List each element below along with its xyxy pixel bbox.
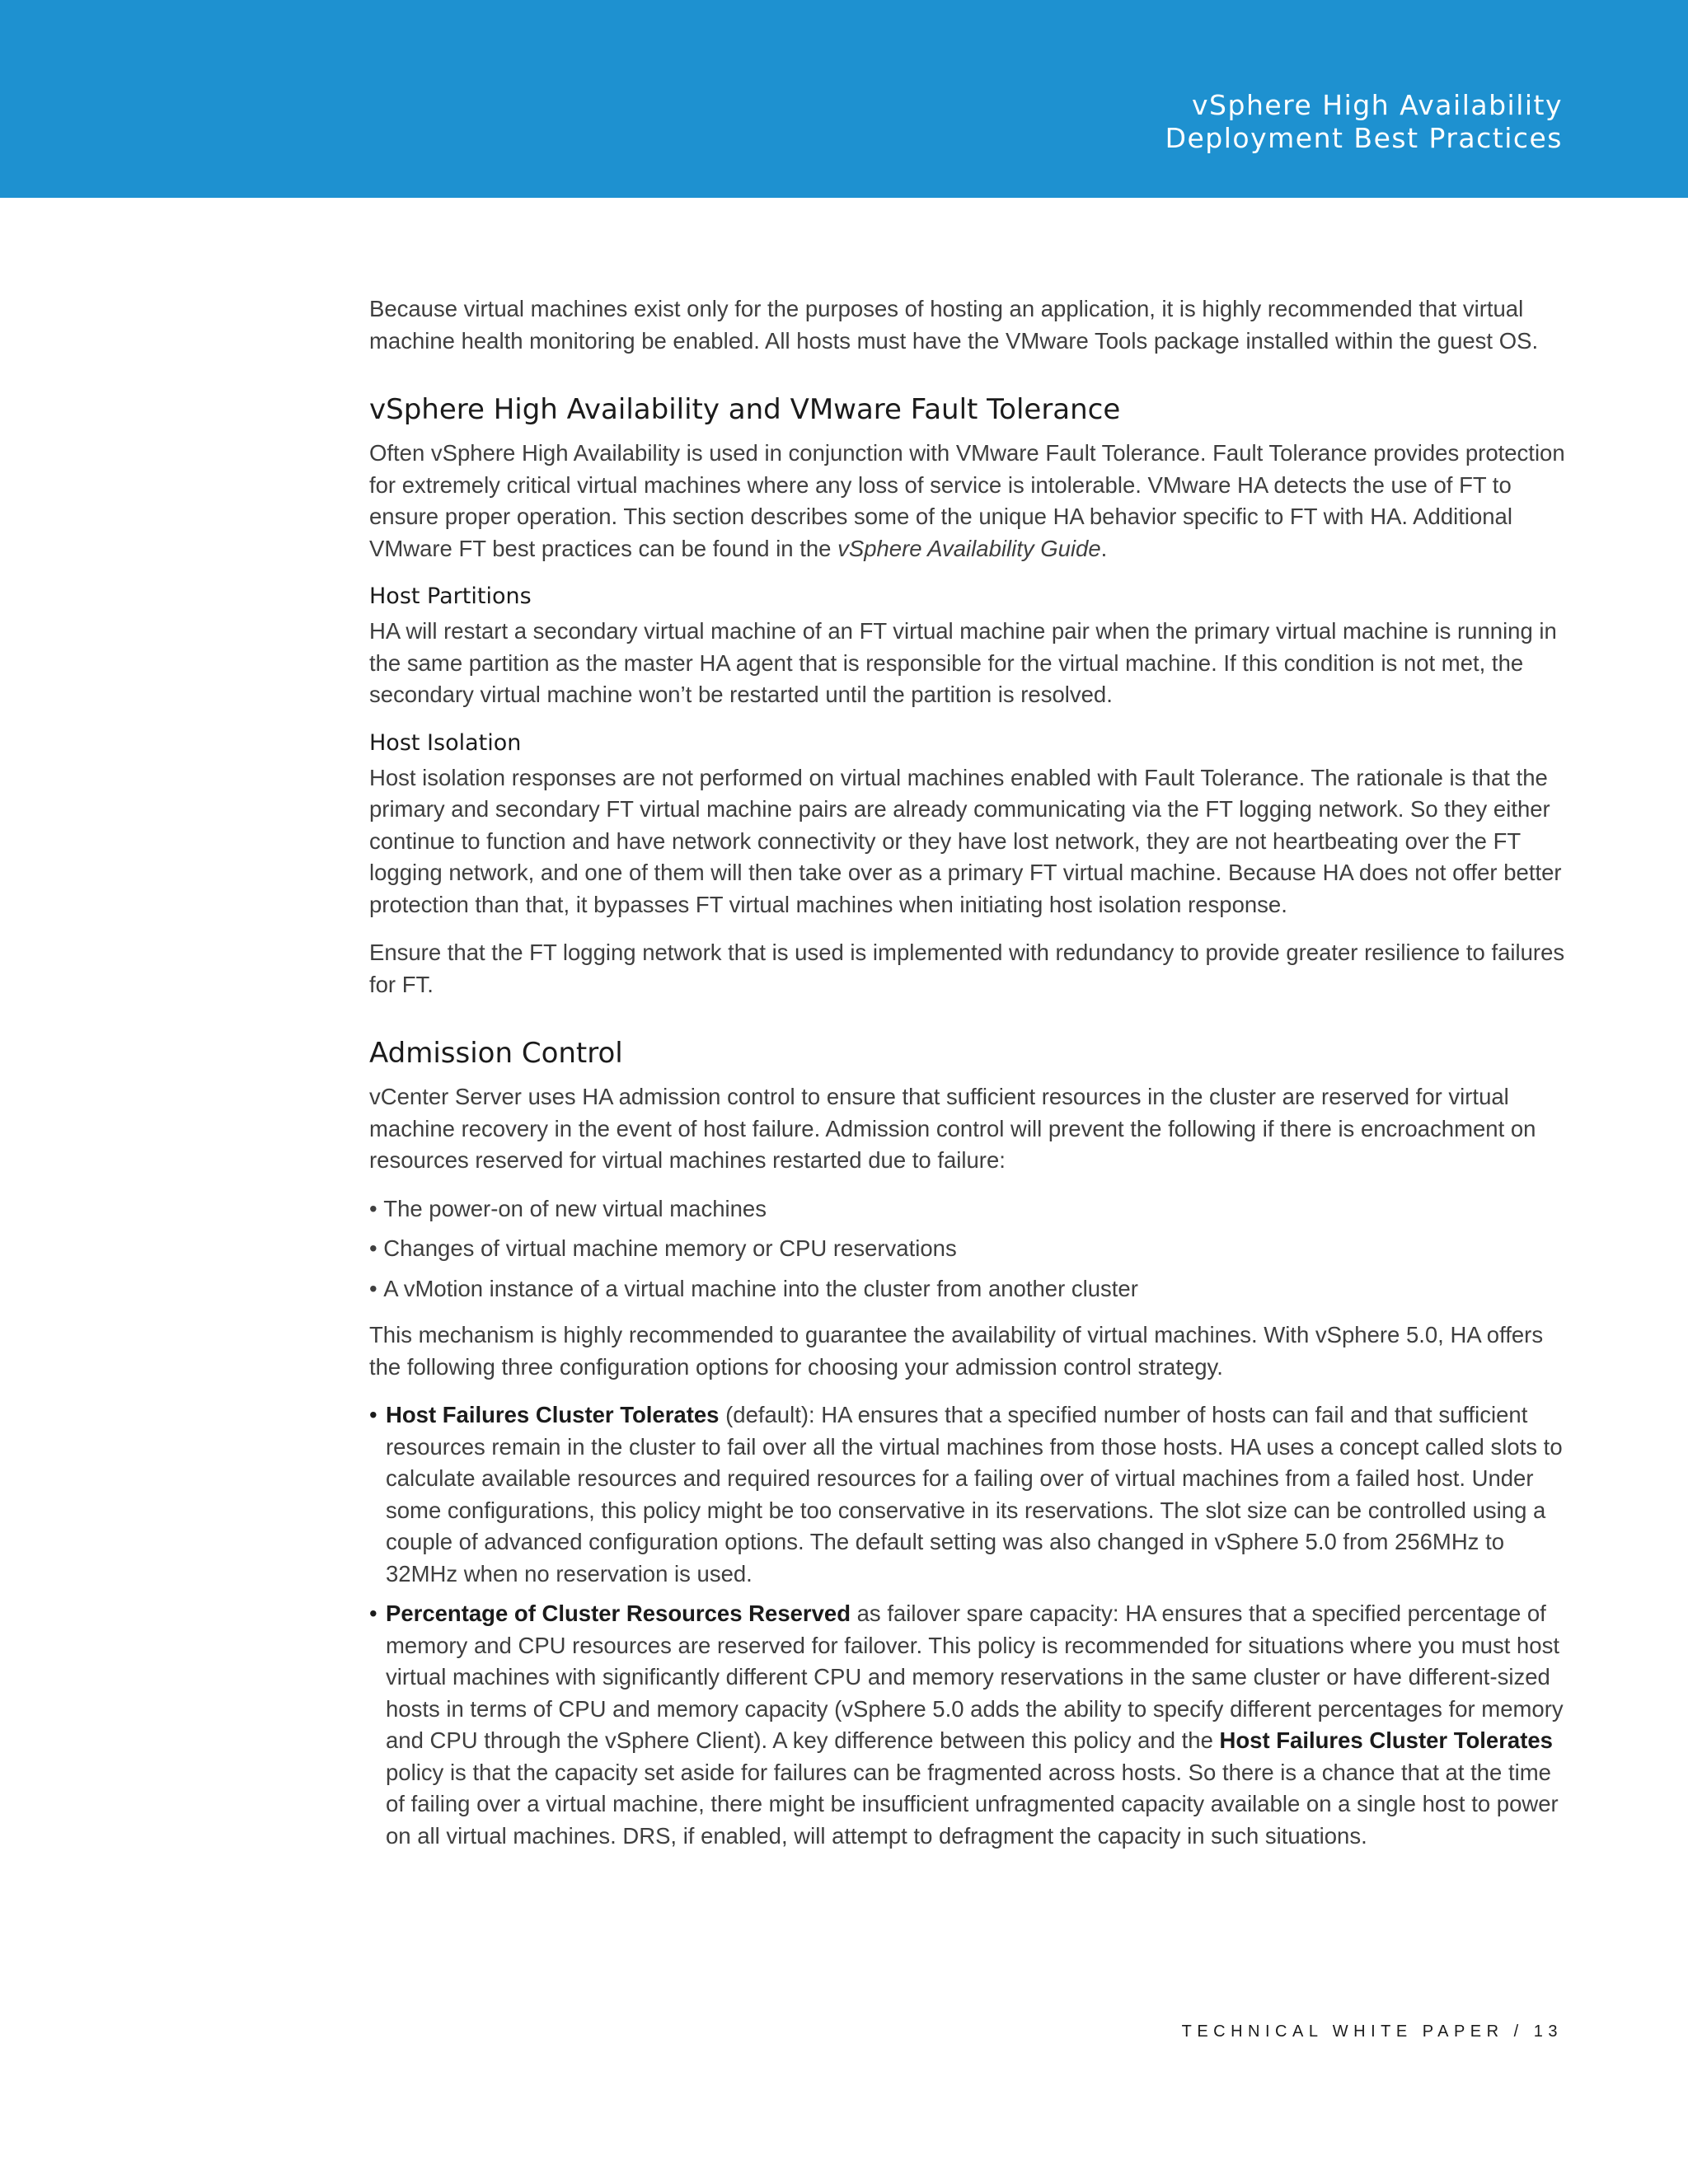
option-percentage-policy-ref: Host Failures Cluster Tolerates xyxy=(1219,1727,1553,1753)
section-heading-admission-control: Admission Control xyxy=(369,1037,623,1070)
subheading-host-partitions: Host Partitions xyxy=(369,583,532,609)
admission-intro-paragraph: vCenter Server uses HA admission control to ensure that sufficient resources in the cluster are reserved for virtual machine recovery in the event of host failure. Admission control will prevent the following if there is encroachment on resources reserved for virtual machines restarted due to failure: xyxy=(369,1084,1536,1173)
option-percentage-title: Percentage of Cluster Resources Reserved xyxy=(386,1601,851,1626)
bullet-icon: • xyxy=(369,1402,377,1427)
admission-options-list xyxy=(369,1399,1566,1852)
prevented-actions-list xyxy=(369,1193,1566,1305)
ft-intro-end: . xyxy=(1100,535,1108,561)
subheading-host-isolation: Host Isolation xyxy=(369,729,522,756)
redundancy-paragraph: Ensure that the FT logging network that is used is implemented with redundancy to provide greater resilience to failures for FT. xyxy=(369,940,1565,997)
option-host-failures xyxy=(369,1399,1566,1590)
ft-intro-paragraph xyxy=(369,438,1566,565)
page-footer: TECHNICAL WHITE PAPER / 13 xyxy=(1181,2022,1563,2041)
bullet-icon: • xyxy=(369,1601,377,1626)
option-percentage-text-1: as failover spare capacity: HA ensures that a specified percentage of memory and CPU resources are reserved for failover. This policy is recommended for situations where you must host virtual machines with significantly different CPU and memory reservations in the same cluster or have different-sized hosts in terms of CPU and memory capacity (vSphere 5.0 adds the ability to specify different percentages for memory and CPU through the vSphere Client). A key difference between this policy and the xyxy=(386,1601,1564,1753)
option-percentage-reserved xyxy=(369,1598,1566,1852)
document-title-line-2: Deployment Best Practices xyxy=(1165,122,1563,154)
header-band xyxy=(0,0,1688,198)
option-host-failures-text: (default): HA ensures that a specified number of hosts can fail and that sufficient resources remain in the cluster to fail over all the virtual machines from those hosts. HA uses a concept called slots to calculate available resources and required resources for a failing over of virtual machines from a failed host. Under some configurations, this policy might be too conservative in its reservations. The slot size can be controlled using a couple of advanced configuration options. The default setting was also changed in vSphere 5.0 from 256MHz to 32MHz when no reservation is used. xyxy=(386,1402,1563,1586)
option-percentage-text-2: policy is that the capacity set aside for failures can be fragmented across hosts. So there is a chance that at the time of failing over a virtual machine, there might be insufficient unfragmented capacity available on a single host to power on all virtual machines. DRS, if enabled, will attempt to defragment the capacity in such situations. xyxy=(386,1759,1559,1849)
section-heading-ft: vSphere High Availability and VMware Fault Tolerance xyxy=(369,393,1121,426)
intro-paragraph: Because virtual machines exist only for the purposes of hosting an application, it is highly recommended that virtual machine health monitoring be enabled. All hosts must have the VMware Tools package installed within the guest OS. xyxy=(369,296,1539,354)
page-content xyxy=(369,293,1566,1860)
document-title xyxy=(1165,89,1563,155)
option-host-failures-title: Host Failures Cluster Tolerates xyxy=(386,1402,720,1427)
list-item: • The power-on of new virtual machines xyxy=(369,1193,1566,1226)
list-item: • Changes of virtual machine memory or CPU reservations xyxy=(369,1233,1566,1265)
host-partitions-paragraph: HA will restart a secondary virtual machine of an FT virtual machine pair when the primary virtual machine is running in the same partition as the master HA agent that is responsible for the virtual machine. If this condition is not met, the secondary virtual machine won’t be restarted until the partition is resolved. xyxy=(369,618,1557,707)
document-title-line-1: vSphere High Availability xyxy=(1192,89,1563,121)
ft-intro-text: Often vSphere High Availability is used in conjunction with VMware Fault Tolerance. Fault Tolerance provides protection for extremely critical virtual machines where any loss of service is intolerable. VMware HA detects the use of FT to ensure proper operation. This section describes some of the unique HA behavior specific to FT with HA. Additional VMware FT best practices can be found in the xyxy=(369,440,1565,561)
availability-guide-reference: vSphere Availability Guide xyxy=(837,535,1101,561)
admission-options-paragraph: This mechanism is highly recommended to guarantee the availability of virtual machines. With vSphere 5.0, HA offers the following three configuration options for choosing your admission control strategy. xyxy=(369,1322,1544,1380)
list-item: • A vMotion instance of a virtual machine into the cluster from another cluster xyxy=(369,1273,1566,1305)
host-isolation-paragraph: Host isolation responses are not performed on virtual machines enabled with Fault Tolerance. The rationale is that the primary and secondary FT virtual machine pairs are already communicating via the FT logging network. So they either continue to function and have network connectivity or they have lost network, they are not heartbeating over the FT logging network, and one of them will then take over as a primary FT virtual machine. Because HA does not offer better protection than that, it bypasses FT virtual machines when initiating host isolation response. xyxy=(369,764,1562,917)
